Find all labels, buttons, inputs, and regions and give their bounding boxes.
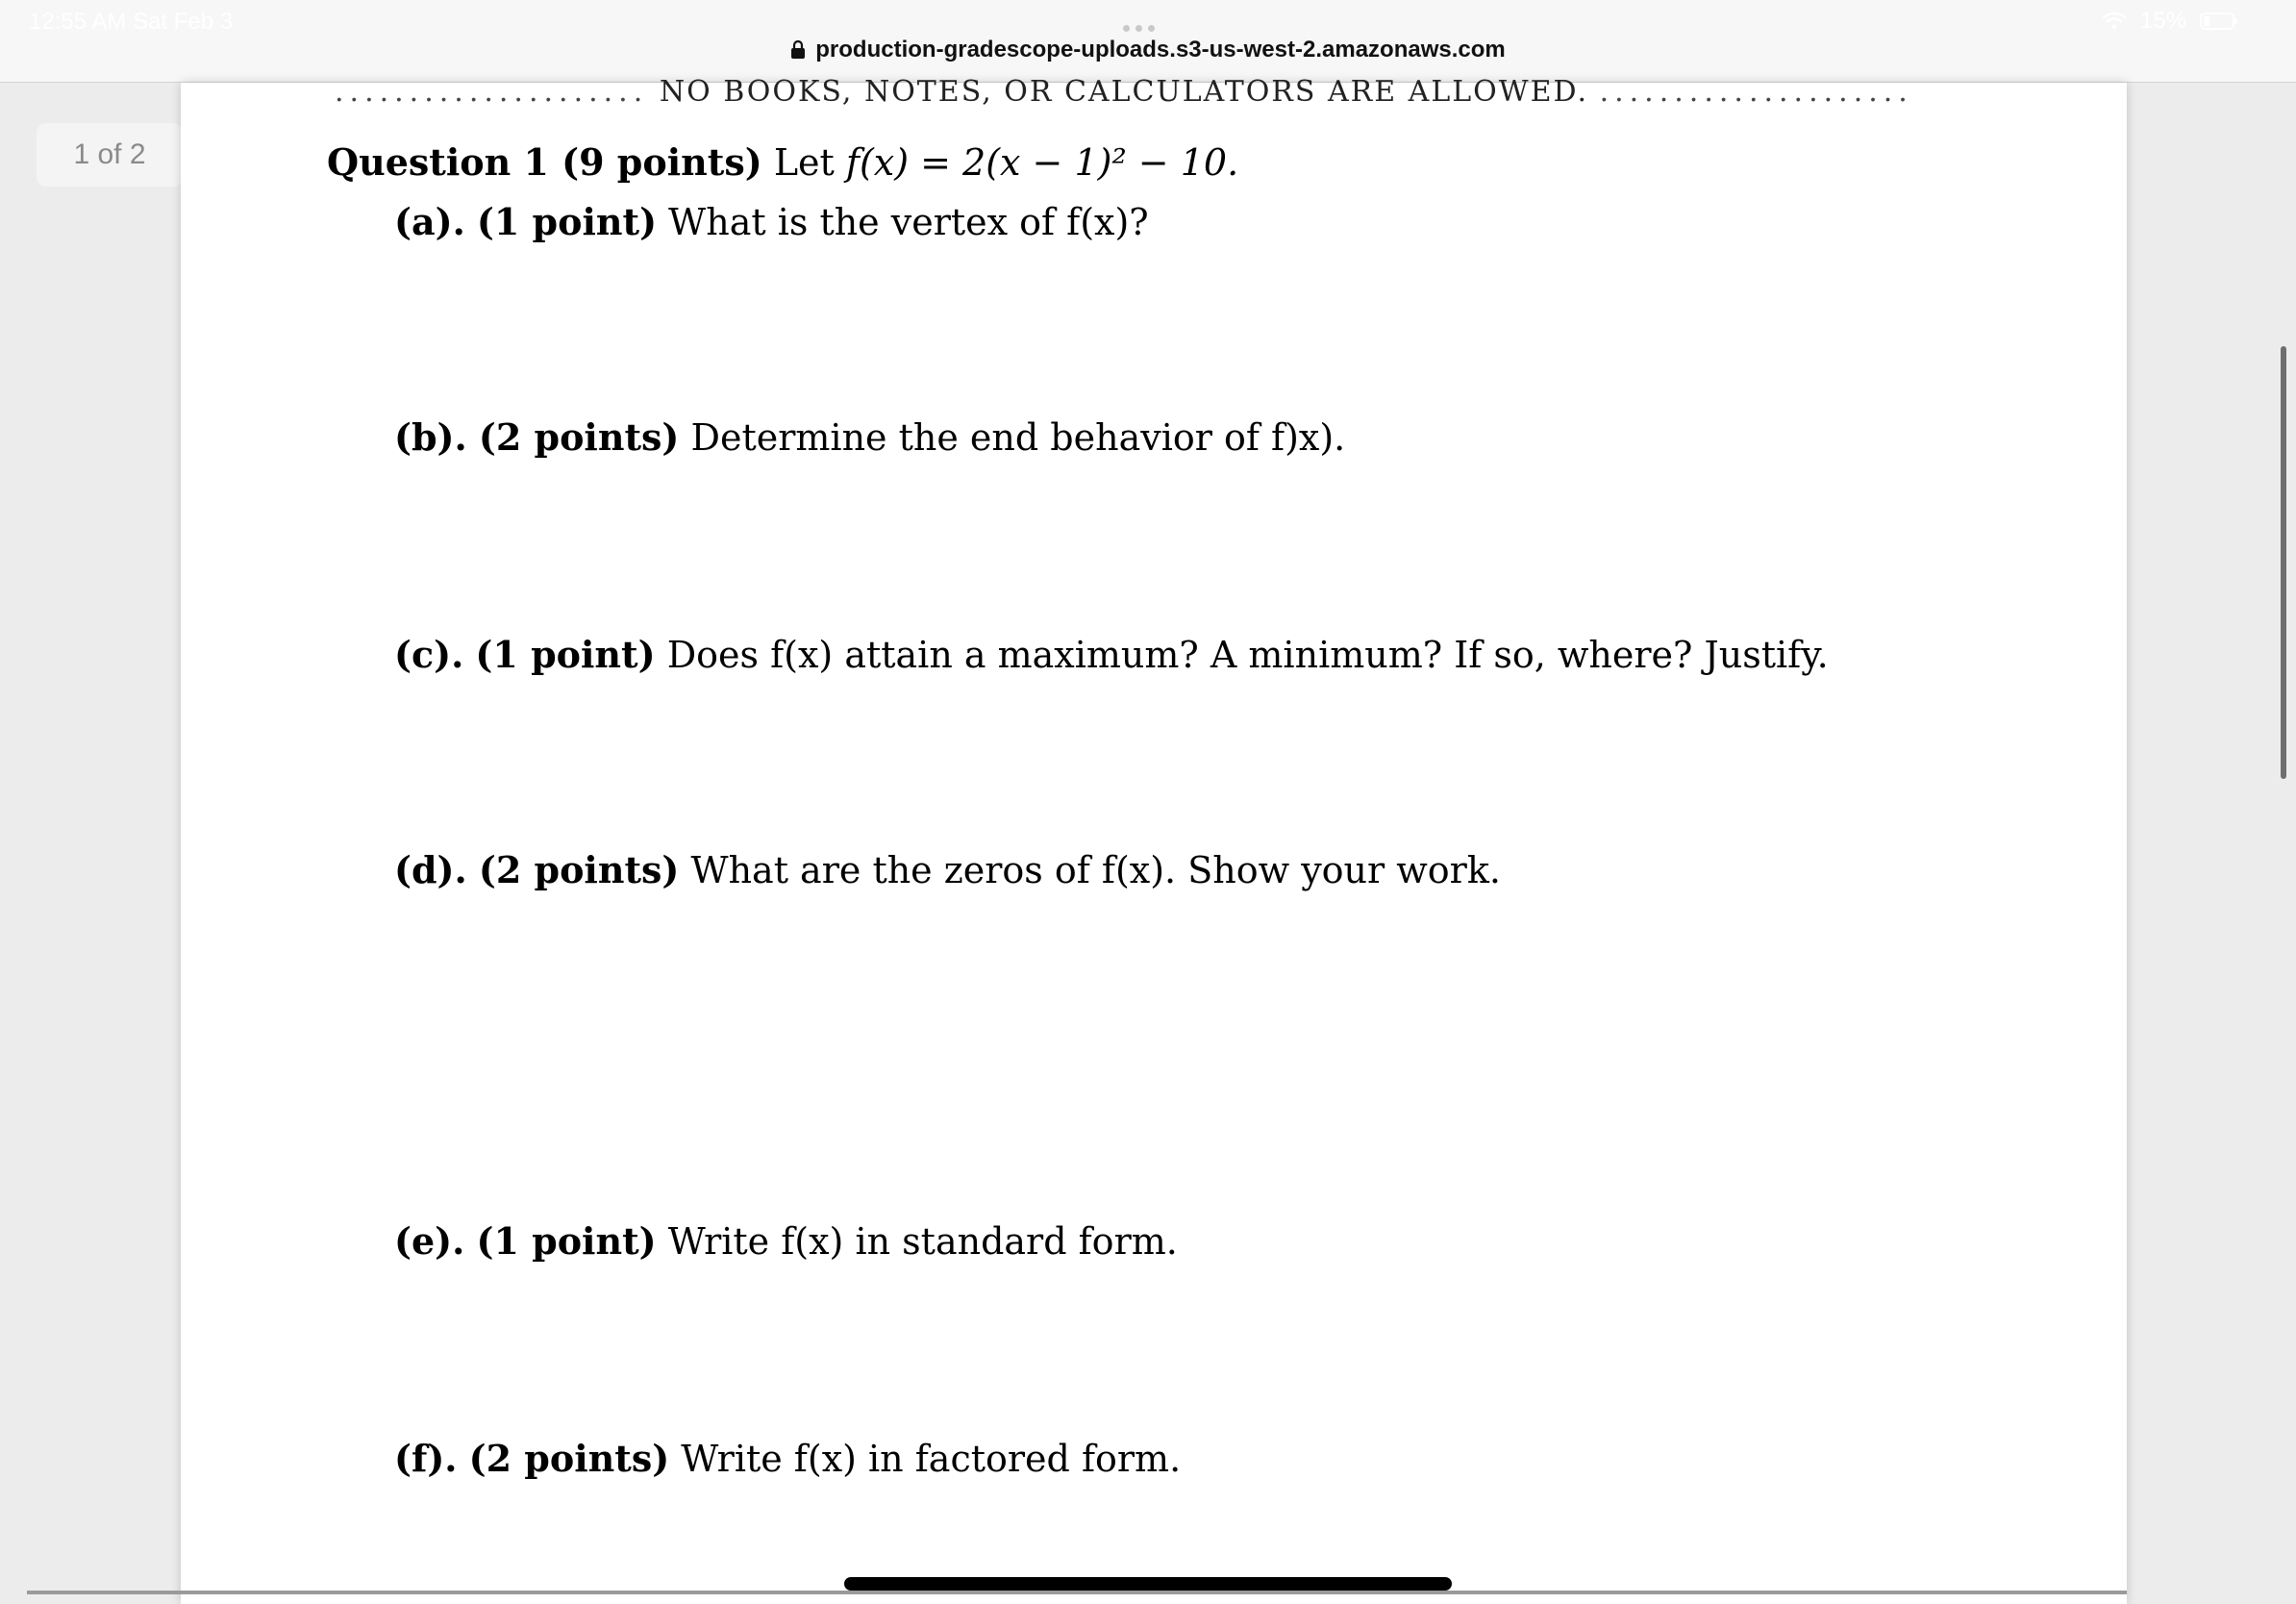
part-text: What are the zeros of f(x). Show your work. [690,849,1501,891]
question-label: Question 1 (9 points) [327,140,762,184]
document-page [181,75,2127,1604]
part-f [394,1437,1181,1480]
dot-leader-right: ..................... [1599,75,1913,109]
status-bar [0,0,2296,42]
part-e [394,1219,1178,1263]
part-label: (e). [394,1219,465,1263]
page-bottom-edge [27,1591,2127,1594]
status-indicators [2102,8,2238,35]
wifi-icon [2102,12,2127,31]
notice-text: NO BOOKS, NOTES, OR CALCULATORS ARE ALLOWED. [659,75,1589,109]
part-label: (c). [394,633,464,676]
part-text: Write f(x) in standard form. [667,1220,1178,1263]
part-text: Determine the end behavior of f)x). [690,416,1346,459]
part-points: (2 points) [478,415,680,459]
url-text: production-gradescope-uploads.s3-us-west-2.amazonaws.com [815,37,1506,63]
exam-notice [335,75,1969,113]
clock-time: 12:55 AM [29,9,127,35]
part-d [394,848,1501,891]
part-label: (d). [394,848,467,891]
status-time [29,9,233,36]
part-points: (2 points) [468,1437,670,1480]
dot-leader-left: ..................... [335,75,649,109]
part-points: (1 point) [475,633,656,676]
clock-date: Sat Feb 3 [133,9,234,35]
part-text: What is the vertex of f(x)? [668,201,1149,243]
question-text: Let [773,141,835,184]
home-indicator[interactable] [844,1577,1452,1591]
part-points: (1 point) [476,1219,657,1263]
part-points: (2 points) [478,848,680,891]
part-text: Write f(x) in factored form. [681,1438,1182,1480]
part-b [394,415,1345,459]
part-points: (1 point) [476,200,658,243]
battery-percent: 15% [2139,8,2186,34]
part-c [394,633,1829,676]
part-label: (f). [394,1437,458,1480]
question-formula: f(x) = 2(x − 1)² − 10. [845,141,1239,184]
battery-icon [2200,12,2238,31]
page-indicator: 1 of 2 [37,123,183,187]
part-text: Does f(x) attain a maximum? A minimum? If so, where? Justify. [666,634,1829,676]
vertical-scrollbar[interactable] [2281,346,2286,779]
lock-icon [790,40,806,60]
part-label: (a). [394,200,465,243]
part-a [394,200,1149,243]
part-label: (b). [394,415,467,459]
question-title [327,140,1238,184]
